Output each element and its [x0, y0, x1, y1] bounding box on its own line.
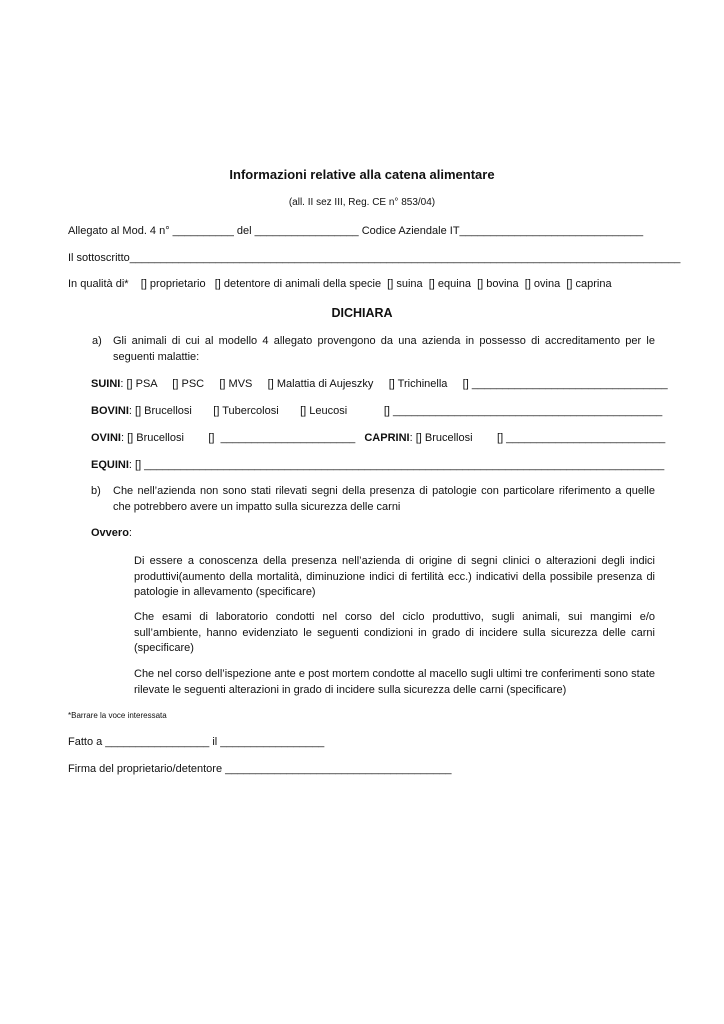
ovini-caprini-line — [91, 431, 665, 445]
caprini-options: : [] Brucellosi [] __________________________ — [409, 432, 666, 444]
caprini-label: CAPRINI — [364, 432, 410, 444]
sottoscritto-line: Il sottoscritto__________________________________________________________________________________________ — [68, 252, 681, 264]
paragraph-1: Di essere a conoscenza della presenza nell’azienda di origine di segni clinici o alterazioni degli indici produttivi(aumento della mortalità, diminuzione indici di fertilità ecc.) indicativi della possibile presenza di patologie in allevamento (specificare) — [134, 555, 655, 598]
paragraph-3: Che nel corso dell’ispezione ante e post mortem condotte al macello sugli ultimi tre conferimenti sono state rilevate le seguenti alterazioni in grado di incidere sulla sicurezza delle carni (specificare) — [134, 668, 655, 696]
footnote: *Barrare la voce interessata — [68, 711, 167, 720]
equini-line — [91, 458, 664, 472]
equini-label: EQUINI — [91, 459, 129, 471]
paragraph-2: Che esami di laboratorio condotti nel corso del ciclo produttivo, sugli animali, sui mangimi e/o sull’ambiente, hanno evidenziato le seguenti condizioni in grado di incidere sulla sicurezza delle carni (specificare) — [134, 611, 655, 654]
ovini-options: : [] Brucellosi [] ______________________ — [120, 432, 365, 444]
suini-line — [91, 377, 668, 391]
bovini-options: : [] Brucellosi [] Tubercolosi [] Leucosi [] ____________________________________________ — [128, 405, 663, 417]
item-b-text: Che nell’azienda non sono stati rilevati segni della presenza di patologie con particolare riferimento a quelle che potrebbero avere un impatto sulla sicurezza delle carni — [113, 485, 655, 513]
item-b-marker: b) — [91, 485, 101, 497]
item-a-text: Gli animali di cui al modello 4 allegato provengono da una azienda in possesso di accreditamento per le seguenti malattie: — [113, 335, 655, 363]
dichiara-heading: DICHIARA — [331, 306, 393, 320]
document-title: Informazioni relative alla catena alimentare — [229, 167, 495, 182]
bovini-line — [91, 404, 662, 418]
equini-options: : [] _____________________________________________________________________________________ — [128, 459, 665, 471]
document-subtitle: (all. II sez III, Reg. CE n° 853/04) — [288, 197, 436, 208]
suini-label: SUINI — [91, 378, 121, 390]
ovvero-colon: : — [128, 527, 132, 539]
bovini-label: BOVINI — [91, 405, 129, 417]
ovvero-line — [91, 526, 132, 540]
ovini-label: OVINI — [91, 432, 121, 444]
suini-options: : [] PSA [] PSC [] MVS [] Malattia di Aujeszky [] Trichinella [] ________________________________ — [120, 378, 668, 390]
qualita-line: In qualità di* [] proprietario [] detentore di animali della specie [] suina [] equina [] bovina [] ovina [] caprina — [68, 278, 612, 290]
ovvero-label: Ovvero — [91, 527, 129, 539]
firma-line: Firma del proprietario/detentore _____________________________________ — [68, 763, 452, 775]
item-a-marker: a) — [92, 335, 102, 347]
fatto-line: Fatto a _________________ il _________________ — [68, 736, 325, 748]
allegato-line: Allegato al Mod. 4 n° __________ del _________________ Codice Aziendale IT______________________________ — [68, 225, 644, 237]
